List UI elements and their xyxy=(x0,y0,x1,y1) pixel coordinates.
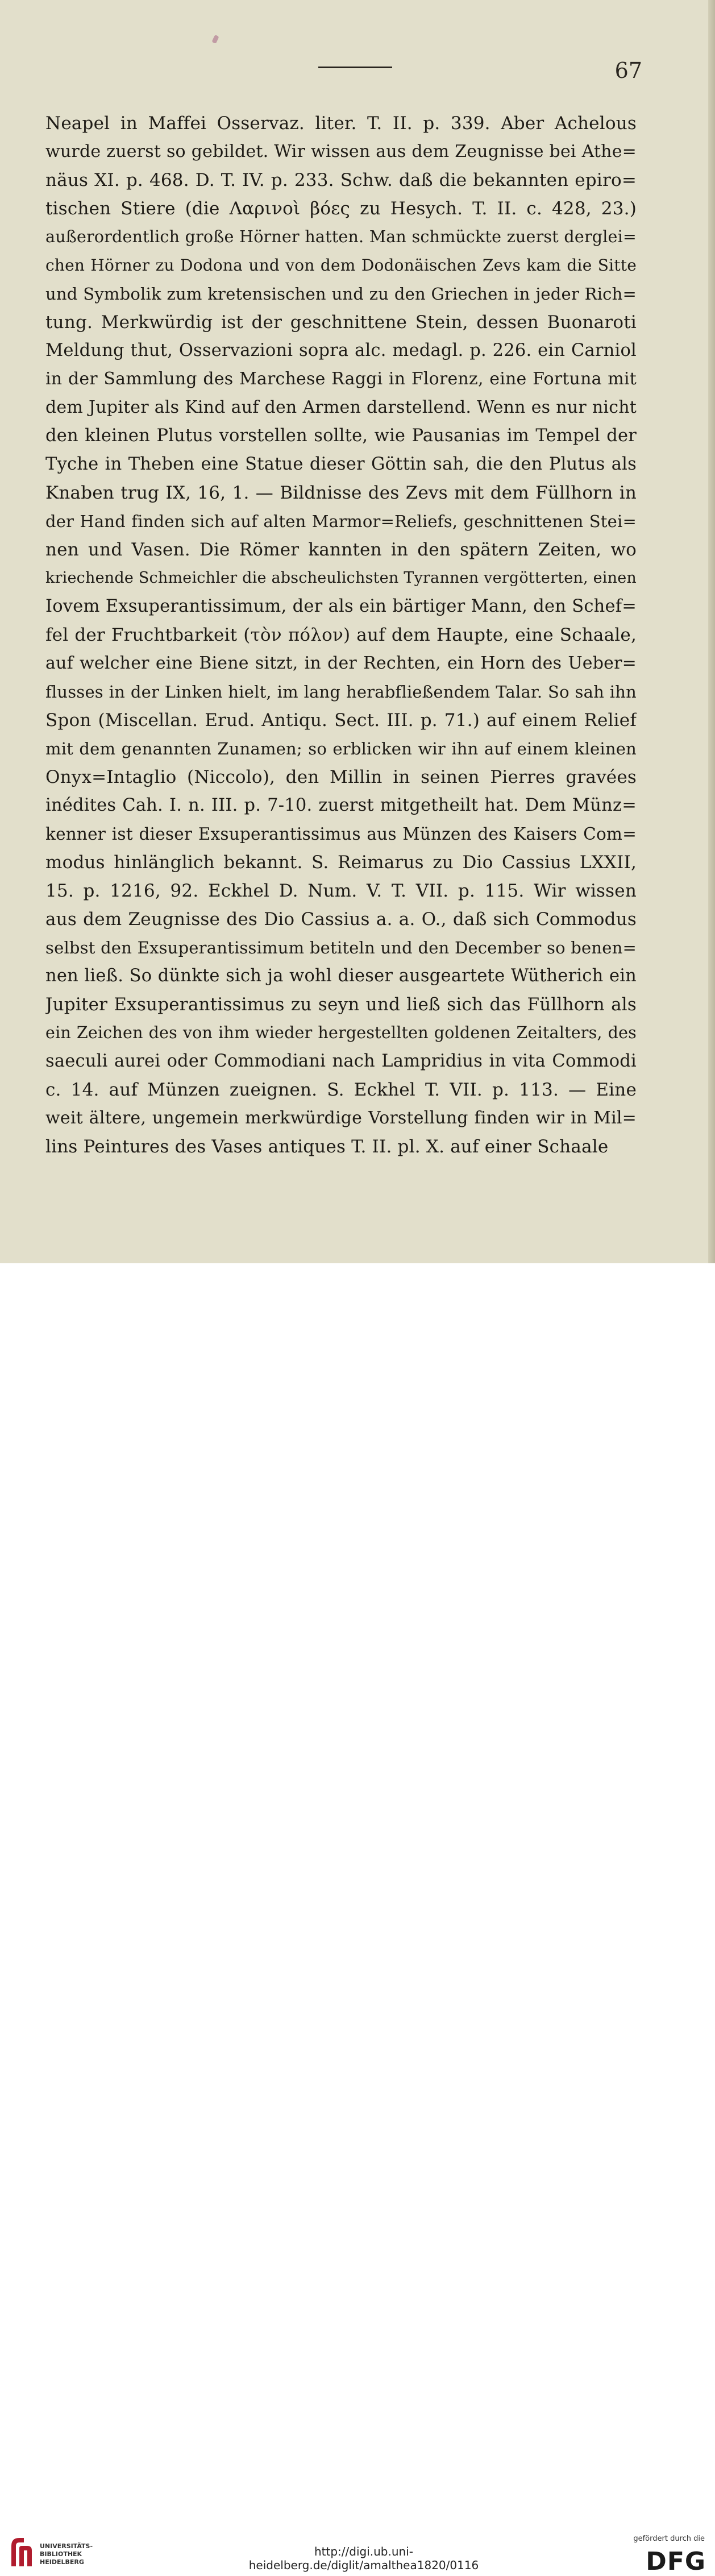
text-line: modus hinlänglich bekannt. S. Reimarus zu Dio Cassius LXXII, xyxy=(45,852,637,873)
text-line: Onyx=Intaglio (Niccolo), den Millin in seinen Pierres gravées xyxy=(45,767,637,787)
library-name-line: BIBLIOTHEK xyxy=(40,2550,82,2558)
text-line: Neapel in Maffei Osservaz. liter. T. II. p. 339. Aber Achelous xyxy=(45,113,637,134)
text-line: flusses in der Linken hielt, im lang herabfließendem Talar. So sah ihn xyxy=(45,682,637,702)
text-line: tung. Merkwürdig ist der geschnittene Stein, dessen Buonaroti xyxy=(45,312,637,333)
header-rule xyxy=(318,67,392,68)
text-line: nen ließ. So dünkte sich ja wohl dieser ausgeartete Wütherich ein xyxy=(45,966,637,986)
text-line: Meldung thut, Osservazioni sopra alc. medagl. p. 226. ein Carniol xyxy=(45,341,637,360)
dfg-logo: DFG xyxy=(646,2547,706,2576)
text-line: Knaben trug IX, 16, 1. — Bildnisse des Zevs mit dem Füllhorn in xyxy=(45,483,637,503)
body-text xyxy=(45,109,637,1161)
text-line: außerordentlich große Hörner hatten. Man schmückte zuerst derglei= xyxy=(45,227,637,246)
text-line: wurde zuerst so gebildet. Wir wissen aus dem Zeugnisse bei Athe= xyxy=(45,142,637,161)
text-line: auf welcher eine Biene sitzt, in der Rechten, ein Horn des Ueber= xyxy=(45,653,637,673)
text-line: c. 14. auf Münzen zueignen. S. Eckhel T. VII. p. 113. — Eine xyxy=(45,1080,637,1100)
text-line: nen und Vasen. Die Römer kannten in den spätern Zeiten, wo xyxy=(45,540,637,560)
footer-bar xyxy=(0,1263,715,2576)
text-line: in der Sammlung des Marchese Raggi in Florenz, eine Fortuna mit xyxy=(45,369,637,389)
library-name-line: HEIDELBERG xyxy=(40,2558,84,2566)
text-line: lins Peintures des Vases antiques T. II. pl. X. auf einer Schaale xyxy=(45,1136,609,1157)
text-line: näus XI. p. 468. D. T. IV. p. 233. Schw. daß die bekannten epiro= xyxy=(45,170,637,190)
source-url-link[interactable]: http://digi.ub.uni-heidelberg.de/diglit/amalthea1820/0116 xyxy=(248,2545,479,2572)
text-line: weit ältere, ungemein merkwürdige Vorstellung finden wir in Mil= xyxy=(45,1108,637,1128)
text-line: ein Zeichen des von ihm wieder hergestellten goldenen Zeitalters, des xyxy=(45,1023,637,1042)
text-line: tischen Stiere (die Λαρινοὶ βόες zu Hesych. T. II. c. 428, 23.) xyxy=(45,198,637,219)
library-name xyxy=(40,2542,93,2566)
text-line: Iovem Exsuperantissimum, der als ein bärtiger Mann, den Schef= xyxy=(45,596,637,616)
text-line: dem Jupiter als Kind auf den Armen darstellend. Wenn es nur nicht xyxy=(45,397,637,417)
text-line: 15. p. 1216, 92. Eckhel D. Num. V. T. VII. p. 115. Wir wissen xyxy=(45,881,637,901)
pencil-mark xyxy=(211,35,219,44)
text-line: selbst den Exsuperantissimum betiteln und den December so benen= xyxy=(45,938,637,957)
text-line: fel der Fruchtbarkeit (τὸν πόλον) auf dem Haupte, eine Schaale, xyxy=(45,625,637,645)
text-line: aus dem Zeugnisse des Dio Cassius a. a. O., daß sich Commodus xyxy=(45,909,637,930)
text-line: kenner ist dieser Exsuperantissimus aus Münzen des Kaisers Com= xyxy=(45,824,637,844)
text-line: Spon (Miscellan. Erud. Antiqu. Sect. III. p. 71.) auf einem Relief xyxy=(45,710,637,731)
page-edge-shadow xyxy=(708,0,715,1263)
text-line: und Symbolik zum kretensischen und zu den Griechen in jeder Rich= xyxy=(45,284,637,304)
text-line: Jupiter Exsuperantissimus zu seyn und ließ sich das Füllhorn als xyxy=(45,994,637,1015)
funded-by-label: gefördert durch die xyxy=(633,2534,705,2543)
scanned-page xyxy=(0,0,715,1263)
library-name-line: UNIVERSITÄTS- xyxy=(40,2542,93,2550)
text-line: den kleinen Plutus vorstellen sollte, wie Pausanias im Tempel der xyxy=(45,426,637,446)
page-number: 67 xyxy=(614,58,642,83)
text-line: chen Hörner zu Dodona und von dem Dodonäischen Zevs kam die Sitte xyxy=(45,256,637,275)
text-line: Tyche in Theben eine Statue dieser Göttin sah, die den Plutus als xyxy=(45,454,637,474)
text-line: saeculi aurei oder Commodiani nach Lampridius in vita Commodi xyxy=(45,1051,637,1071)
university-library-logo-icon xyxy=(8,2533,35,2570)
text-line: der Hand finden sich auf alten Marmor=Reliefs, geschnittenen Stei= xyxy=(45,512,637,531)
text-line: kriechende Schmeichler die abscheulichsten Tyrannen vergötterten, einen xyxy=(45,569,637,587)
text-line: inédites Cah. I. n. III. p. 7-10. zuerst mitgetheilt hat. Dem Münz= xyxy=(45,795,637,815)
text-line: mit dem genannten Zunamen; so erblicken wir ihn auf einem kleinen xyxy=(45,739,637,758)
